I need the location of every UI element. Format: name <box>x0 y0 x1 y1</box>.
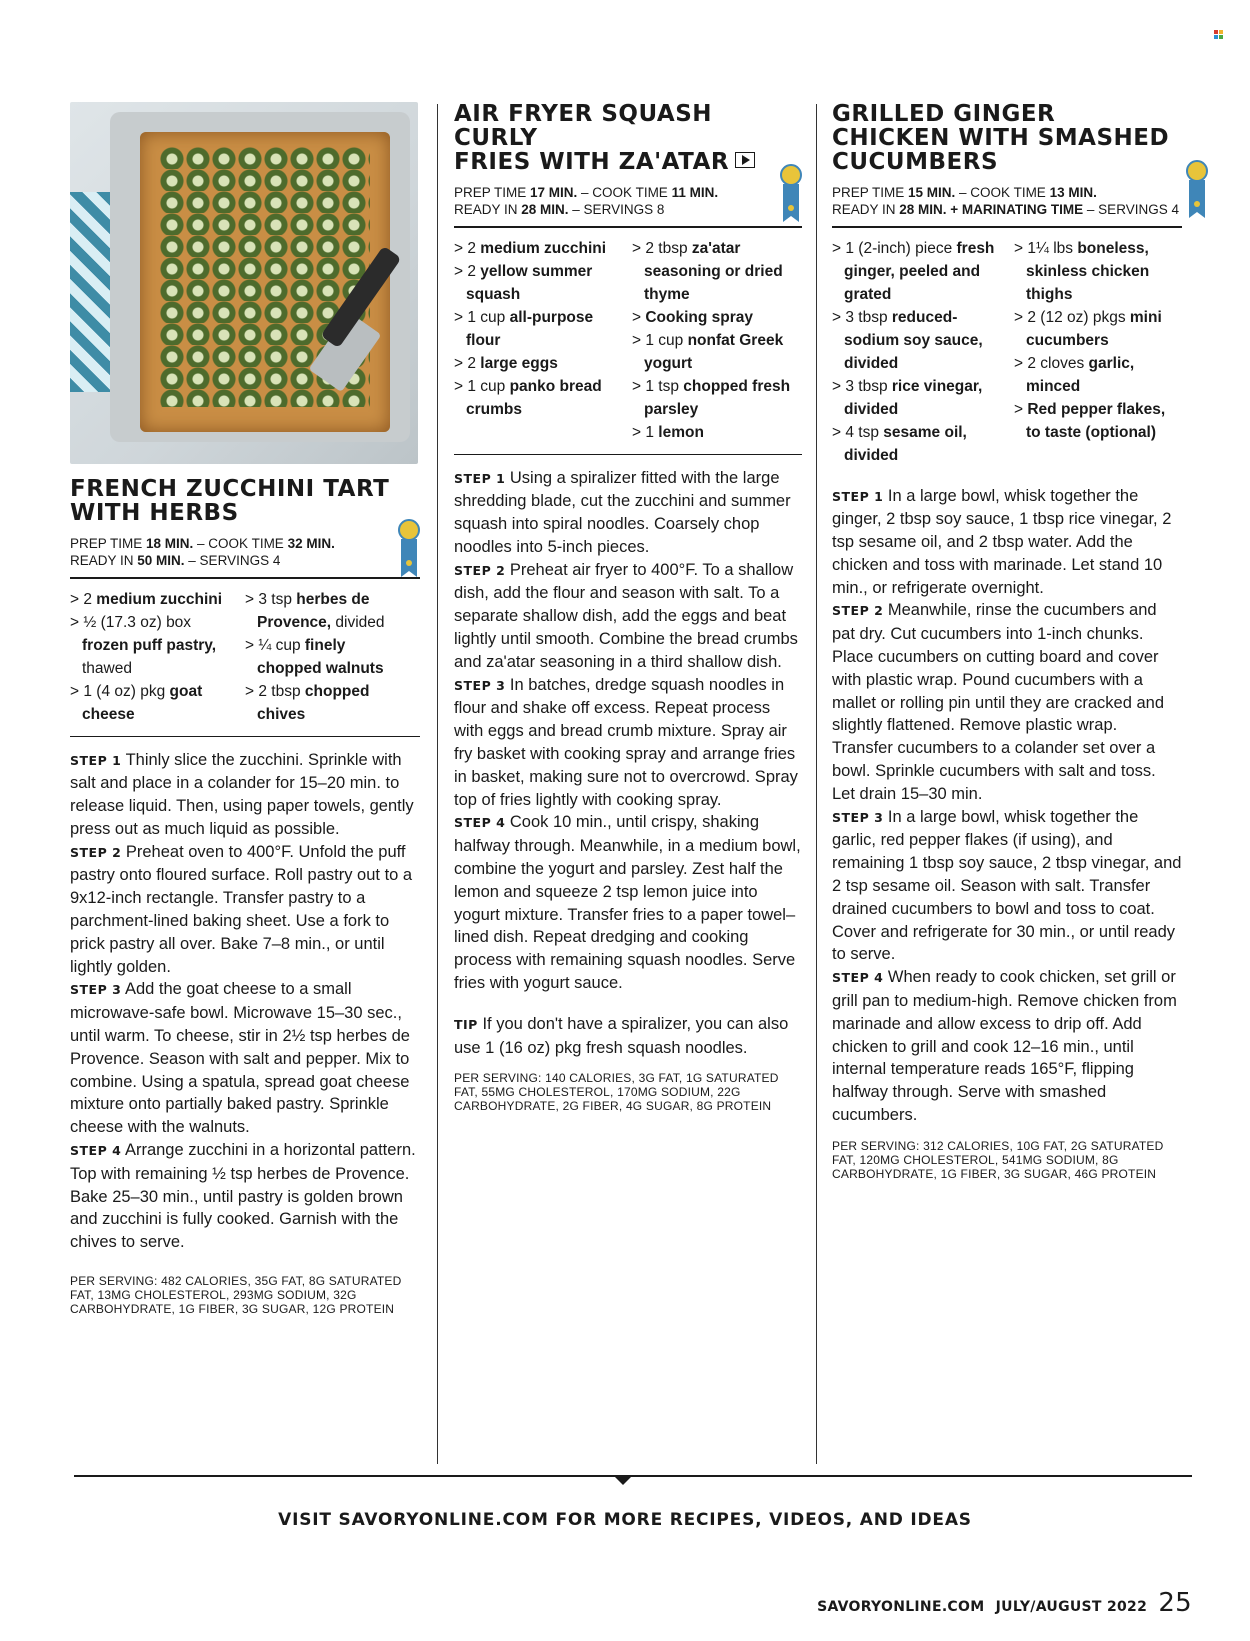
ingredient-item: > 3 tbsp reduced-sodium soy sauce, divided <box>832 308 983 372</box>
ingredient-item: > 1¼ lbs boneless, skinless chicken thighs <box>1014 239 1150 303</box>
corner-logo-icon <box>1214 30 1224 40</box>
ingredient-item: > 1 cup all-purpose flour <box>454 308 594 349</box>
ingredient-item: > 4 tsp sesame oil, divided <box>832 423 967 464</box>
ingredient-item: > 1 cup panko bread crumbs <box>454 377 602 418</box>
step-label: STEP 4 <box>832 970 884 986</box>
ingredient-item: > 2 yellow summer squash <box>454 262 593 303</box>
step-text: Using a spiralizer fitted with the large shredding blade, cut the zucchini and summer squash into spiral noodles. Coarsely chop noodles into 5-inch pieces. <box>454 468 791 556</box>
step-text: In batches, dredge squash noodles in flour and shake off excess. Repeat process with eggs and bread crumb mixture. Spray air fry basket with cooking spray and arrange fries in basket, making sure not to overcrowd. Spray top of fries lightly with cooking spray. <box>454 675 798 809</box>
ingredient-item: > 1 (4 oz) pkg goat cheese <box>70 682 203 723</box>
recipe-air-fryer-squash-fries <box>454 102 802 1113</box>
step-label: STEP 1 <box>454 470 506 486</box>
ingredient-item: > 3 tsp herbes de Provence, divided <box>245 590 385 631</box>
step-label: STEP 4 <box>454 815 506 831</box>
ingredient-item: > Red pepper flakes, to taste (optional) <box>1014 400 1166 441</box>
award-ribbon-icon <box>780 164 802 224</box>
recipe-tip: TIP If you don't have a spiralizer, you can also use 1 (16 oz) pkg fresh squash noodles. <box>454 1014 789 1057</box>
zucchini-tart-photo <box>70 102 418 464</box>
ingredient-list <box>70 588 420 726</box>
recipe-steps <box>454 467 802 995</box>
page-number: 25 <box>1158 1588 1192 1618</box>
recipe-steps <box>70 749 420 1255</box>
step-text: Meanwhile, rinse the cucumbers and pat dry. Cut cucumbers into 1-inch chunks. Place cucumbers on cutting board and cover with plastic wrap. Pound cucumbers with a mallet or rolling pin until they are cracked and slightly flattened. Remove plastic wrap. Transfer cucumbers to a colander set over a bowl. Sprinkle cucumbers with salt and toss. Let drain 15–30 min. <box>832 601 1165 803</box>
ingredient-item: > 2 tbsp chopped chives <box>245 682 370 723</box>
step-label: STEP 2 <box>454 562 506 578</box>
step-text: Preheat air fryer to 400°F. To a shallow dish, add the flour and season with salt. To a separate shallow dish, add the eggs and beat lightly until smooth. Combine the bread crumbs and za'atar seasoning in a third shallow dish. <box>454 560 798 671</box>
ingredient-item: > ¼ cup finely chopped walnuts <box>245 636 384 677</box>
recipe-title: AIR FRYER SQUASH CURLY FRIES WITH ZA'ATAR <box>454 102 802 174</box>
step-label: STEP 4 <box>70 1143 122 1159</box>
recipe-step <box>70 978 420 1139</box>
ingredient-item: > 2 cloves garlic, minced <box>1014 354 1135 395</box>
recipe-grilled-ginger-chicken <box>832 102 1182 1181</box>
ingredient-item: > 2 large eggs <box>454 354 558 372</box>
ingredient-list <box>454 237 802 444</box>
step-label: STEP 1 <box>832 488 884 504</box>
recipe-title: FRENCH ZUCCHINI TART WITH HERBS <box>70 476 390 526</box>
page-folio <box>817 1588 1192 1618</box>
step-text: Thinly slice the zucchini. Sprinkle with salt and place in a colander for 15–20 min. to release liquid. Then, using paper towels, gently press out as much liquid as possible. <box>70 750 414 838</box>
ingredient-item: > 2 medium zucchini <box>454 239 607 257</box>
issue-date: JULY/AUGUST 2022 <box>995 1599 1148 1615</box>
step-label: STEP 1 <box>70 752 122 768</box>
recipe-step <box>832 966 1182 1127</box>
recipe-step <box>454 811 802 994</box>
step-label: STEP 3 <box>454 677 506 693</box>
video-play-icon[interactable] <box>735 152 755 168</box>
ingredient-item: > 1 lemon <box>632 423 704 441</box>
recipe-step <box>454 559 802 674</box>
site-url[interactable]: SAVORYONLINE.COM <box>817 1599 985 1615</box>
recipe-french-zucchini-tart <box>70 102 420 1316</box>
recipe-step <box>454 674 802 812</box>
nutrition-info: PER SERVING: 140 CALORIES, 3G FAT, 1G SATURATED FAT, 55MG CHOLESTEROL, 170MG SODIUM, 22G CARBOHYDRATE, 2G FIBER, 4G SUGAR, 8G PROTEIN <box>454 1071 779 1114</box>
recipe-meta: PREP TIME 18 MIN. – COOK TIME 32 MIN. READY IN 50 MIN. – SERVINGS 4 <box>70 535 420 579</box>
ingredient-item: > 2 medium zucchini <box>70 590 223 608</box>
award-ribbon-icon <box>398 519 420 579</box>
recipe-meta: PREP TIME 17 MIN. – COOK TIME 11 MIN. READY IN 28 MIN. – SERVINGS 8 <box>454 184 802 228</box>
recipe-title: GRILLED GINGER CHICKEN WITH SMASHED CUCUMBERS <box>832 101 1170 175</box>
ingredient-item: > 3 tbsp rice vinegar, divided <box>832 377 983 418</box>
recipe-step <box>832 599 1182 805</box>
footer-arrow-icon <box>613 1475 633 1485</box>
award-ribbon-icon <box>1186 160 1208 220</box>
step-text: In a large bowl, whisk together the ginger, 2 tbsp soy sauce, 1 tbsp rice vinegar, 2 tsp sesame oil, and 2 tbsp water. Add the chicken and toss with marinade. Let stand 10 min., or refrigerate overnight. <box>832 486 1172 597</box>
recipe-step <box>70 1139 420 1254</box>
step-text: Arrange zucchini in a horizontal pattern. Top with remaining ½ tsp herbes de Provence. Bake 25–30 min., until pastry is golden brown and zucchini is fully cooked. Garnish with the chives to serve. <box>70 1141 416 1252</box>
ingredient-item: > ½ (17.3 oz) box frozen puff pastry, thawed <box>70 613 217 677</box>
step-label: STEP 2 <box>70 844 122 860</box>
step-text: In a large bowl, whisk together the garlic, red pepper flakes (if using), and remaining 1 tbsp soy sauce, 2 tbsp vinegar, and 2 tsp sesame oil. Season with salt. Transfer drained cucumbers to bowl and toss to coat. Cover and refrigerate for 30 min., or until ready to serve. <box>832 807 1182 964</box>
recipe-step <box>832 806 1182 967</box>
recipe-step <box>70 841 420 979</box>
step-label: STEP 3 <box>70 982 122 998</box>
footer-rule <box>74 1475 1192 1477</box>
column-divider <box>816 104 817 1464</box>
ingredient-item: > 2 tbsp za'atar seasoning or dried thyme <box>632 239 783 303</box>
ingredient-item: > 1 (2-inch) piece fresh ginger, peeled and grated <box>832 239 995 303</box>
step-label: STEP 2 <box>832 603 884 619</box>
visit-site-banner[interactable]: VISIT SAVORYONLINE.COM FOR MORE RECIPES, VIDEOS, AND IDEAS <box>278 1510 972 1530</box>
ingredient-list <box>832 237 1182 467</box>
nutrition-info: PER SERVING: 312 CALORIES, 10G FAT, 2G SATURATED FAT, 120MG CHOLESTEROL, 541MG SODIUM, 8G CARBOHYDRATE, 1G FIBER, 3G SUGAR, 46G PROTEIN <box>832 1138 1164 1181</box>
ingredient-item: > Cooking spray <box>632 308 754 326</box>
ingredient-item: > 1 tsp chopped fresh parsley <box>632 377 791 418</box>
step-text: Add the goat cheese to a small microwave-safe bowl. Microwave 15–30 sec., until warm. To cheese, stir in 2½ tsp herbes de Provence. Season with salt and pepper. Mix to combine. Using a spatula, spread goat cheese mixture onto partially baked pastry. Sprinkle cheese with the walnuts. <box>70 980 410 1137</box>
nutrition-info: PER SERVING: 482 CALORIES, 35G FAT, 8G SATURATED FAT, 13MG CHOLESTEROL, 293MG SODIUM, 32G CARBOHYDRATE, 1G FIBER, 3G SUGAR, 12G PROTEIN <box>70 1274 402 1317</box>
recipe-steps <box>832 485 1182 1127</box>
recipe-step <box>70 749 420 841</box>
step-label: STEP 3 <box>832 809 884 825</box>
column-divider <box>437 104 438 1464</box>
step-text: Cook 10 min., until crispy, shaking halfway through. Meanwhile, in a medium bowl, combine the yogurt and parsley. Zest half the lemon and squeeze 2 tsp lemon juice into yogurt mixture. Transfer fries to a paper towel–lined dish. Repeat dredging and cooking process with remaining squash noodles. Serve fries with yogurt sauce. <box>454 813 801 993</box>
recipe-step <box>454 467 802 559</box>
ingredient-item: > 2 (12 oz) pkgs mini cucumbers <box>1014 308 1162 349</box>
step-text: When ready to cook chicken, set grill or grill pan to medium-high. Remove chicken from marinade and allow excess to drip off. Add chicken to grill and cook 12–16 min., until internal temperature reads 165°F, flipping halfway through. Serve with smashed cucumbers. <box>832 968 1177 1125</box>
ingredient-item: > 1 cup nonfat Greek yogurt <box>632 331 784 372</box>
recipe-meta: PREP TIME 15 MIN. – COOK TIME 13 MIN. READY IN 28 MIN. + MARINATING TIME – SERVINGS 4 <box>832 184 1182 228</box>
recipe-step <box>832 485 1182 600</box>
step-text: Preheat oven to 400°F. Unfold the puff pastry onto floured surface. Roll pastry out to a 9x12-inch rectangle. Transfer pastry to a parchment-lined baking sheet. Use a fork to prick pastry all over. Bake 7–8 min., or until lightly golden. <box>70 842 413 976</box>
